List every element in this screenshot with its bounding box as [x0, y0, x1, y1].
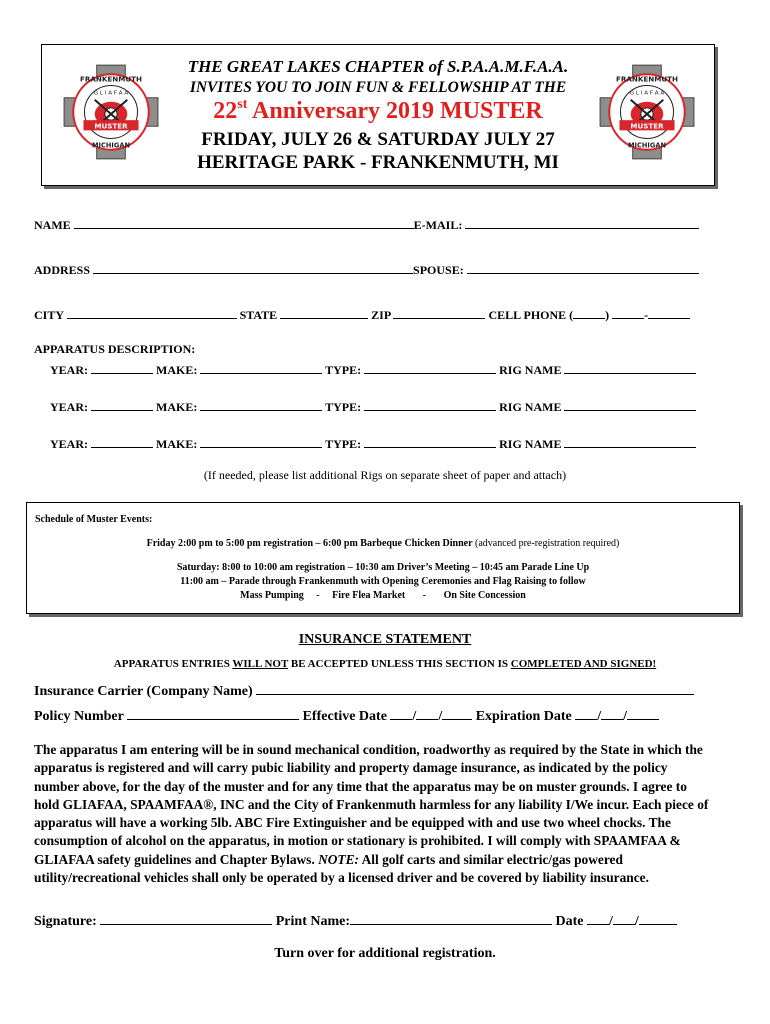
make-field[interactable] — [200, 363, 322, 374]
turn-over-note: Turn over for additional registration. — [274, 946, 496, 961]
rig-name-label: RIG NAME — [499, 400, 562, 414]
schedule-friday: Friday 2:00 pm to 5:00 pm registration – 6:00 pm Barbeque Chicken Dinner (advanced pre-registration required) — [146, 538, 620, 549]
year-label: YEAR: — [50, 437, 88, 451]
rig-name-field[interactable] — [564, 437, 696, 448]
type-field[interactable] — [364, 437, 496, 448]
city-field[interactable] — [67, 308, 237, 319]
address-spouse-row — [34, 263, 706, 278]
carrier-label: Insurance Carrier (Company Name) — [34, 684, 253, 699]
schedule-saturday-1: Saturday: 8:00 to 10:00 am registration – 10:30 am Driver’s Meeting – 10:45 am Parade Line Up — [176, 562, 590, 573]
carrier-field[interactable] — [256, 682, 694, 695]
event-header — [41, 44, 715, 186]
apparatus-row — [50, 400, 710, 415]
state-label: STATE — [239, 308, 278, 322]
policy-label: Policy Number — [34, 709, 124, 724]
rig-name-field[interactable] — [564, 363, 696, 374]
name-email-row — [34, 218, 706, 233]
state-field[interactable] — [280, 308, 368, 319]
year-field[interactable] — [91, 363, 153, 374]
expiration-day-field[interactable] — [601, 707, 623, 720]
spouse-field[interactable] — [467, 263, 699, 274]
expiration-month-field[interactable] — [575, 707, 597, 720]
anniversary-title: 22st Anniversary 2019 MUSTER — [213, 97, 543, 124]
make-label: MAKE: — [156, 437, 198, 451]
effective-date-label: Effective Date — [302, 709, 387, 724]
apparatus-heading: APPARATUS DESCRIPTION: — [34, 342, 196, 356]
cell-phone-label: CELL PHONE ( — [488, 308, 574, 322]
date-label: Date — [555, 914, 584, 929]
date-year-field[interactable] — [639, 912, 677, 925]
svg-text:MUSTER: MUSTER — [94, 121, 128, 131]
effective-day-field[interactable] — [416, 707, 438, 720]
make-label: MAKE: — [156, 363, 198, 377]
svg-text:G L I A F A A: G L I A F A A — [629, 90, 665, 97]
zip-label: ZIP — [371, 308, 391, 322]
zip-field[interactable] — [393, 308, 485, 319]
effective-month-field[interactable] — [390, 707, 412, 720]
expiration-year-field[interactable] — [627, 707, 659, 720]
svg-text:FRANKENMUTH: FRANKENMUTH — [616, 74, 678, 84]
spouse-label: SPOUSE: — [413, 263, 464, 277]
make-field[interactable] — [200, 400, 322, 411]
email-label: E-MAIL: — [413, 218, 463, 232]
svg-text:G L I A F A A: G L I A F A A — [93, 90, 129, 97]
policy-number-field[interactable] — [127, 707, 299, 720]
type-label: TYPE: — [325, 437, 362, 451]
signature-field[interactable] — [100, 912, 272, 925]
rig-name-field[interactable] — [564, 400, 696, 411]
insurance-statement-text: The apparatus I am entering will be in sound mechanical condition, roadworthy as required by the State in which the apparatus is registered and will carry pubic liability and property damage insurance, as indicated by the policy number above, for the day of the muster and for any time that the apparatus may be on muster grounds. I agree to hold GLIAFAA, SPAAMFAA®, INC and the City of Frankenmuth harmless for any liability I/We incur. Each piece of apparatus will have a working 5lb. ABC Fire Extinguisher and be equipped with and use two wheel chocks. The consumption of alcohol on the apparatus, in motion or stationary is prohibited. I will comply with SPAAMFAA & GLIAFAA safety guidelines and Chapter Bylaws. NOTE: All golf carts and similar electric/gas powered utility/recreational vehicles shall only be operated by a licensed driver and be covered by liability insurance. — [34, 742, 709, 886]
type-field[interactable] — [364, 363, 496, 374]
schedule-box — [26, 502, 740, 614]
svg-text:FRANKENMUTH: FRANKENMUTH — [80, 74, 142, 84]
effective-year-field[interactable] — [442, 707, 472, 720]
schedule-saturday-3: Mass Pumping - Fire Flea Market - On Site Concession — [240, 590, 526, 601]
year-field[interactable] — [91, 437, 153, 448]
name-field[interactable] — [74, 218, 414, 229]
gliafaa-logo-right — [596, 61, 698, 163]
apparatus-row — [50, 437, 710, 452]
address-label: ADDRESS — [34, 263, 91, 277]
name-label: NAME — [34, 218, 71, 232]
make-field[interactable] — [200, 437, 322, 448]
rig-name-label: RIG NAME — [499, 437, 562, 451]
signature-row: Signature: Print Name: Date / / — [34, 912, 677, 930]
schedule-saturday-2: 11:00 am – Parade through Frankenmuth with Opening Ceremonies and Flag Raising to follow — [180, 576, 586, 587]
svg-text:MICHIGAN: MICHIGAN — [91, 141, 131, 150]
print-name-label: Print Name: — [275, 914, 351, 929]
year-label: YEAR: — [50, 363, 88, 377]
type-field[interactable] — [364, 400, 496, 411]
svg-text:MUSTER: MUSTER — [630, 121, 664, 131]
print-name-field[interactable] — [350, 912, 552, 925]
address-field[interactable] — [93, 263, 413, 274]
city-state-zip-row: CITY STATE ZIP CELL PHONE ( ) - — [34, 308, 706, 323]
schedule-title: Schedule of Muster Events: — [35, 514, 153, 525]
year-label: YEAR: — [50, 400, 88, 414]
phone-prefix-field[interactable] — [612, 308, 644, 319]
date-month-field[interactable] — [587, 912, 609, 925]
date-day-field[interactable] — [613, 912, 635, 925]
event-location: HERITAGE PARK - FRANKENMUTH, MI — [197, 152, 559, 173]
insurance-warning: APPARATUS ENTRIES WILL NOT BE ACCEPTED UNLESS THIS SECTION IS COMPLETED AND SIGNED! — [113, 658, 657, 670]
type-label: TYPE: — [325, 363, 362, 377]
insurance-title: INSURANCE STATEMENT — [298, 632, 472, 647]
invite-line: INVITES YOU TO JOIN FUN & FELLOWSHIP AT THE — [189, 79, 567, 96]
type-label: TYPE: — [325, 400, 362, 414]
phone-number-field[interactable] — [648, 308, 690, 319]
carrier-row — [34, 682, 694, 700]
email-field[interactable] — [465, 218, 699, 229]
policy-row: Policy Number Effective Date / / Expiration Date / / — [34, 707, 659, 725]
apparatus-row — [50, 363, 710, 378]
expiration-date-label: Expiration Date — [475, 709, 572, 724]
svg-text:MICHIGAN: MICHIGAN — [627, 141, 667, 150]
city-label: CITY — [34, 308, 64, 322]
signature-label: Signature: — [34, 914, 97, 929]
area-code-field[interactable] — [573, 308, 605, 319]
additional-rigs-note: (If needed, please list additional Rigs on separate sheet of paper and attach) — [203, 468, 567, 482]
rig-name-label: RIG NAME — [499, 363, 562, 377]
event-dates: FRIDAY, JULY 26 & SATURDAY JULY 27 — [201, 129, 555, 150]
chapter-title: THE GREAT LAKES CHAPTER of S.P.A.A.M.F.A.A. — [187, 57, 569, 76]
make-label: MAKE: — [156, 400, 198, 414]
year-field[interactable] — [91, 400, 153, 411]
